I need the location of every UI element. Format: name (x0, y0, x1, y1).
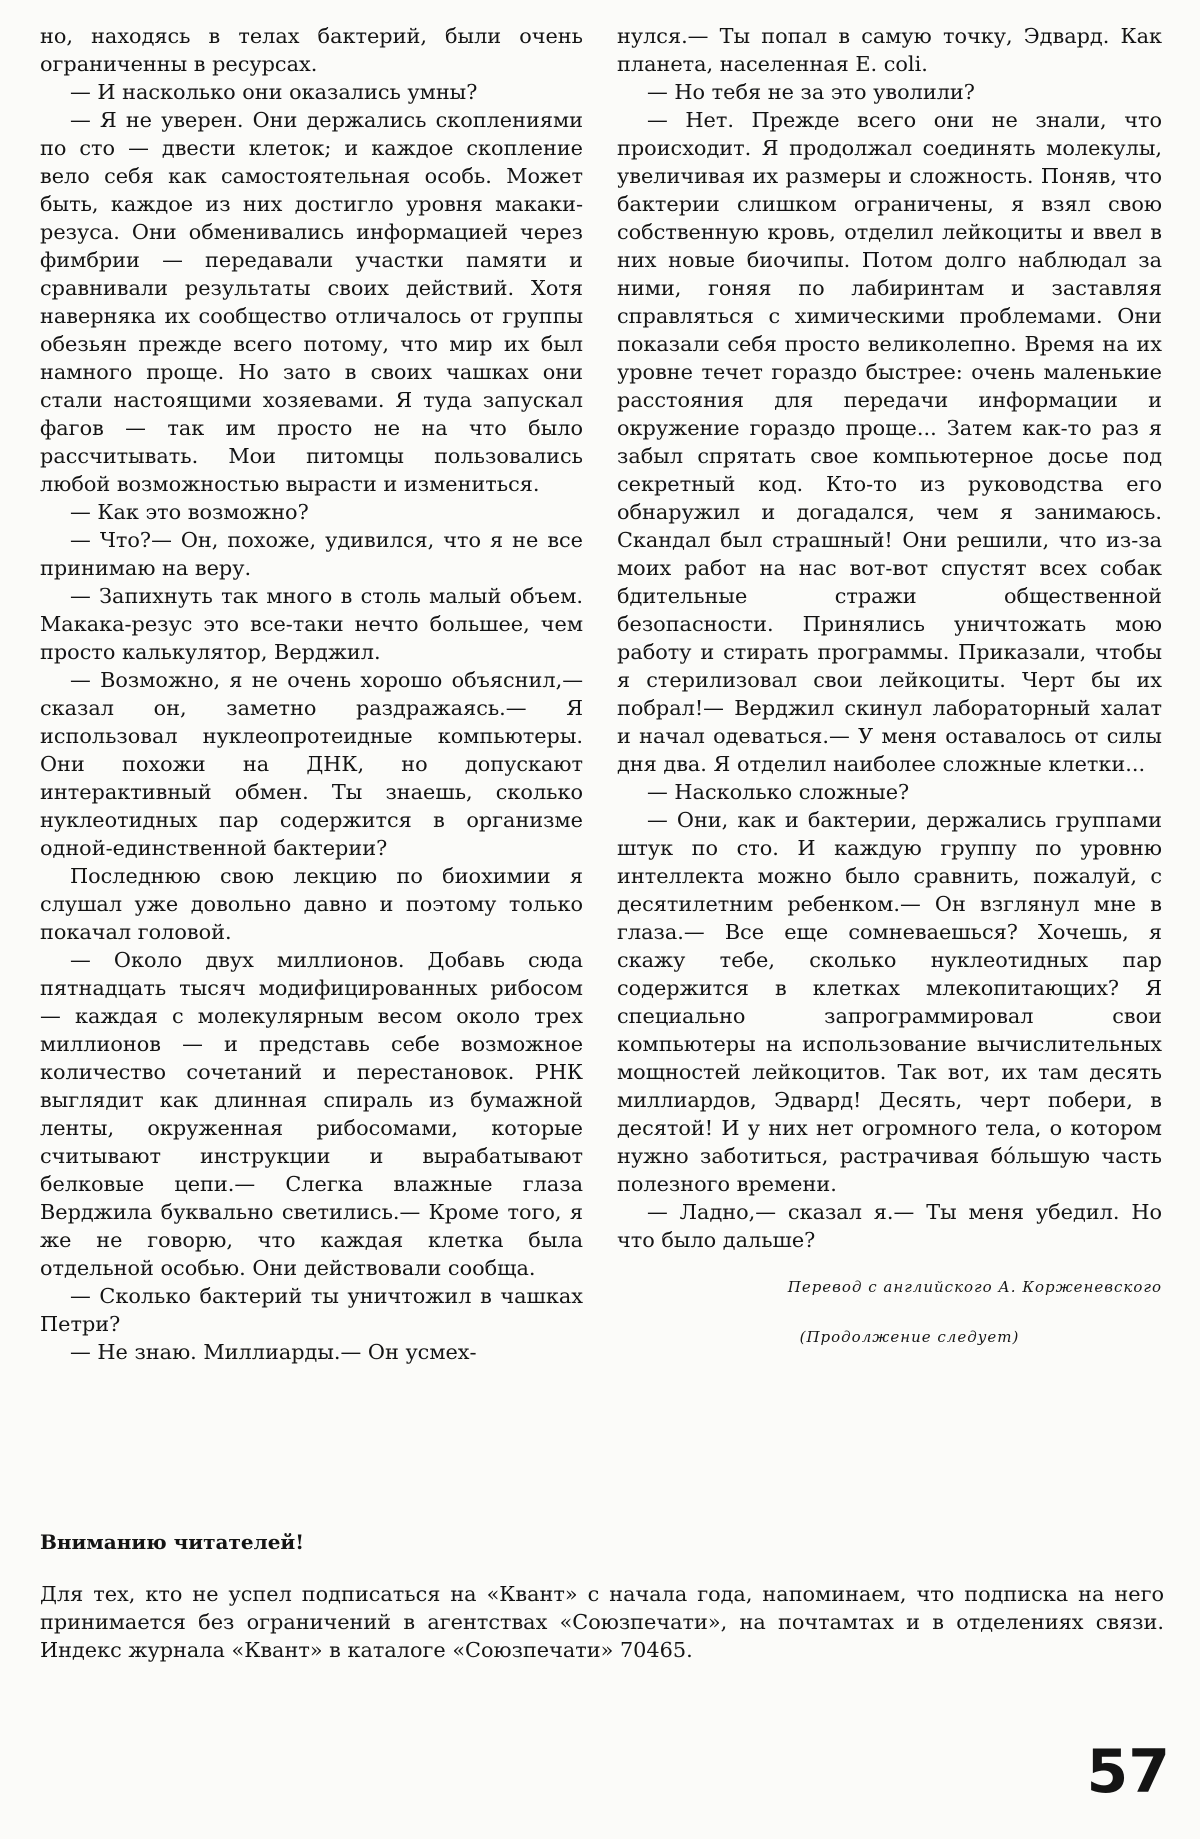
paragraph: — Я не уверен. Они держались скоплениями по сто — двести клеток; и каждое скопление вело себя как самостоятельная особь. Может быть, каждое из них достигло уровня макаки-резуса. Они обменивались информацией через фимбрии — передавали участки памяти и сравнивали результаты своих действий. Хотя наверняка их сообщество отличалось от группы обезьян прежде всего потому, что мир их был намного проще. Но зато в своих чашках они стали настоящими хозяевами. Я туда запускал фагов — так им просто не на что было рассчитывать. Мои питомцы пользовались любой возможностью вырасти и измениться. (40, 108, 583, 496)
continuation-note: (Продолжение следует) (799, 1328, 1020, 1346)
page-number: 57 (1086, 1737, 1170, 1807)
paragraph: — Запихнуть так много в столь малый объем. Макака-резус это все-таки нечто большее, чем просто калькулятор, Верджил. (40, 584, 583, 664)
paragraph: Последнюю свою лекцию по биохимии я слушал уже довольно давно и поэтому только покачал головой. (40, 864, 583, 944)
paragraph: — Нет. Прежде всего они не знали, что происходит. Я продолжал соединять молекулы, увеличивая их размеры и сложность. Поняв, что бактерии слишком ограничены, я взял свою собственную кровь, отделил лейкоциты и ввел в них новые биочипы. Потом долго наблюдал за ними, гоняя по лабиринтам и заставляя справляться с химическими проблемами. Они показали себя просто великолепно. Время на их уровне течет гораздо быстрее: очень маленькие расстояния для передачи информации и окружение гораздо проще... Затем как-то раз я забыл спрятать свое компьютерное досье под секретный код. Кто-то из руководства его обнаружил и догадался, чем я занимаюсь. Скандал был страшный! Они решили, что из-за моих работ на нас вот-вот спустят всех собак бдительные стражи общественной безопасности. Принялись уничтожать мою работу и стирать программы. Приказали, чтобы я стерилизовал свои лейкоциты. Черт бы их побрал!— Верджил скинул лабораторный халат и начал одеваться.— У меня оставалось от силы дня два. Я отделил наиболее сложные клетки... (617, 108, 1162, 776)
paragraph: — Насколько сложные? (647, 780, 910, 804)
paragraph: — Не знаю. Миллиарды.— Он усмех- (70, 1340, 477, 1364)
paragraph: — Как это возможно? (70, 500, 309, 524)
notice-text: Для тех, кто не успел подписаться на «Квант» с начала года, напоминаем, что подписка на него принимается без ограничений в агентствах «Союзпечати», на почтамтах и в отделениях связи. Индекс журнала «Квант» в каталоге «Союзпечати» 70465. (40, 1582, 1164, 1662)
right-column (617, 22, 1162, 1348)
paragraph: но, находясь в телах бактерий, были очень ограниченны в ресурсах. (40, 24, 583, 76)
paragraph: — И насколько они оказались умны? (70, 80, 478, 104)
left-column (40, 22, 583, 1366)
paragraph: — Возможно, я не очень хорошо объяснил,— сказал он, заметно раздражаясь.— Я использовал нуклеопротеидные компьютеры. Они похожи на ДНК, но допускают интерактивный обмен. Ты знаешь, сколько нуклеотидных пар содержится в организме одной-единственной бактерии? (40, 668, 583, 860)
paragraph: — Они, как и бактерии, держались группами штук по сто. И каждую группу по уровню интеллекта можно было сравнить, пожалуй, с десятилетним ребенком.— Он взглянул мне в глаза.— Все еще сомневаешься? Хочешь, я скажу тебе, сколько нуклеотидных пар содержится в клетках млекопитающих? Я специально запрограммировал свои компьютеры на использование вычислительных мощностей лейкоцитов. Так вот, их там десять миллиардов, Эдвард! Десять, черт побери, в десятой! И у них нет огромного тела, о котором нужно заботиться, растрачивая бóльшую часть полезного времени. (617, 808, 1162, 1196)
paragraph: нулся.— Ты попал в самую точку, Эдвард. Как планета, населенная E. coli. (617, 24, 1162, 76)
paragraph: — Ладно,— сказал я.— Ты меня убедил. Но что было дальше? (617, 1200, 1162, 1252)
paragraph: — Около двух миллионов. Добавь сюда пятнадцать тысяч модифицированных рибосом — каждая с молекулярным весом около трех миллионов — и представь себе возможное количество сочетаний и перестановок. РНК выглядит как длинная спираль из бумажной ленты, окруженная рибосомами, которые считывают инструкции и вырабатывают белковые цепи.— Слегка влажные глаза Верджила буквально светились.— Кроме того, я же не говорю, что каждая клетка была отдельной особью. Они действовали сообща. (40, 948, 583, 1280)
paragraph: — Что?— Он, похоже, удивился, что я не все принимаю на веру. (40, 528, 583, 580)
notice-title: Вниманию читателей! (40, 1530, 305, 1554)
translation-credit: Перевод с английского А. Корженевского (787, 1278, 1162, 1296)
paragraph: — Но тебя не за это уволили? (647, 80, 975, 104)
paragraph: — Сколько бактерий ты уничтожил в чашках Петри? (40, 1284, 583, 1336)
